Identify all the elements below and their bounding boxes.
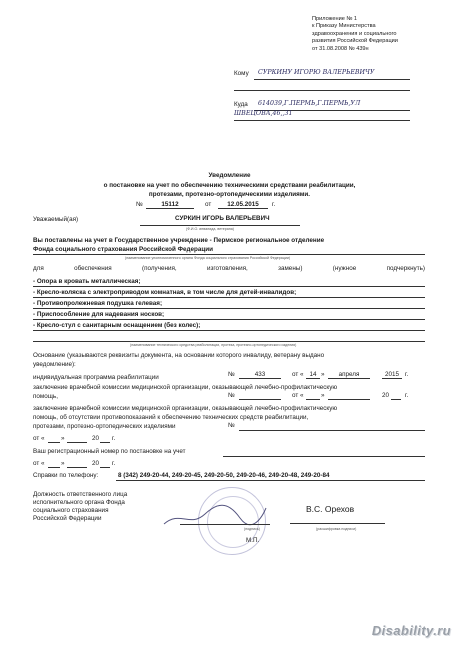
- handwritten-signature: [160, 500, 270, 530]
- signature-caption: (подпись): [244, 527, 260, 531]
- vk1-year: 20: [382, 392, 390, 399]
- phone-label: Справки по телефону:: [33, 472, 99, 479]
- vk2-year: 20: [92, 435, 100, 442]
- vk2-close: »: [61, 435, 65, 442]
- device-item: - Противопролежневая подушка гелевая;: [33, 300, 163, 307]
- ipr-day: 14: [306, 371, 320, 379]
- position-line: Должность ответственного лица: [33, 491, 128, 498]
- item-underline: [33, 330, 425, 331]
- item-underline: [33, 297, 425, 298]
- vk2-g: г.: [112, 435, 116, 442]
- device-item: - Кресло-стул с санитарным оснащением (без колес);: [33, 322, 201, 329]
- basis-intro-2: уведомление):: [33, 361, 76, 368]
- watermark-logo: Disability.ru: [371, 623, 451, 638]
- for-word: изготовления,: [206, 265, 248, 272]
- device-item: - Опора в кровать металлическая;: [33, 278, 141, 285]
- device-item: - Приспособление для надевания носков;: [33, 311, 165, 318]
- reg-g: г.: [112, 460, 116, 467]
- items-caption: (наименование технического средства реабилитации, протеза, протезно-ортопедического изделия): [130, 343, 297, 347]
- device-item: - Кресло-коляска с электроприводом комнатная, в том числе для детей-инвалидов;: [33, 289, 297, 296]
- recipient-underline: [140, 225, 300, 226]
- reg-day-field: [48, 460, 60, 468]
- year-suffix: г.: [272, 201, 276, 208]
- ipr-year: 2015: [382, 371, 402, 379]
- reg-number-underline: [223, 456, 425, 457]
- greeting-label: Уважаемый(ая): [33, 216, 79, 223]
- item-underline: [33, 319, 425, 320]
- where-label: Куда: [234, 101, 248, 108]
- for-word: (получения,: [142, 265, 177, 272]
- vk1-no-field: [239, 392, 281, 400]
- vk1-year-field: [391, 392, 401, 400]
- reg-number-label: Ваш регистрационный номер по постановке на учет: [33, 448, 186, 455]
- position-line: исполнительного органа Фонда: [33, 499, 125, 506]
- where-value-2: ШВЕЦОВА,46,,31: [234, 110, 293, 117]
- vk1-day-field: [306, 392, 320, 400]
- position-line: социального страхования: [33, 507, 109, 514]
- phone-underline: [116, 480, 425, 481]
- signature-underline: [180, 524, 270, 525]
- vk2-from: от «: [33, 435, 45, 442]
- date-label: от: [205, 201, 212, 208]
- reg-year-field: [100, 460, 110, 468]
- where-value-1: 614039,Г.ПЕРМЬ,Г.ПЕРМЬ,УЛ: [258, 100, 361, 107]
- to-underline-2: [234, 90, 410, 91]
- item-underline: [33, 286, 425, 287]
- signatory-name: В.С. Орехов: [306, 504, 355, 514]
- to-value: СУРКИНУ ИГОРЮ ВАЛЕРЬЕВИЧУ: [258, 69, 375, 76]
- ipr-no: 433: [239, 371, 281, 379]
- registration-line-1: Вы поставлены на учет в Государственное учреждение - Пермское региональное отделение: [33, 237, 325, 244]
- ipr-label: индивидуальная программа реабилитации: [33, 374, 159, 381]
- vk2-day-field: [48, 435, 60, 443]
- vk1-line-2: помощь,: [33, 393, 58, 400]
- vk1-no: №: [228, 392, 235, 399]
- vk2-year-field: [100, 435, 110, 443]
- registration-line-2: Фонда социального страхования Российской Федерации: [33, 246, 213, 253]
- appendix-line: от 31.08.2008 № 439н: [312, 45, 369, 52]
- ipr-month: апреля: [328, 371, 370, 379]
- vk1-g: г.: [405, 392, 409, 399]
- appendix-line: к Приказу Министерства: [312, 23, 376, 30]
- reg-from: от «: [33, 460, 45, 467]
- vk1-close: »: [321, 392, 325, 399]
- signatory-caption: (расшифровка подписи): [316, 527, 357, 531]
- reg-month-field: [67, 460, 87, 468]
- vk1-from: от «: [292, 392, 304, 399]
- recipient-name: СУРКИН ИГОРЬ ВАЛЕРЬЕВИЧ: [175, 215, 270, 222]
- vk1-month-field: [328, 392, 370, 400]
- ipr-g: г.: [405, 371, 409, 378]
- number-label: №: [136, 201, 143, 208]
- for-word: подчеркнуть): [386, 265, 425, 272]
- appendix-line: Приложение № 1: [312, 16, 358, 22]
- vk2-line-1: заключение врачебной комиссии медицинской организации, оказывающей лечебно-профилактическую: [33, 405, 338, 412]
- phone-value: 8 (342) 249-20-44, 249-20-45, 249-20-50, 249-20-46, 249-20-48, 249-20-84: [118, 472, 330, 479]
- for-word: (нужное: [332, 265, 357, 272]
- doc-subtitle-2: протезами, протезно-ортопедическими изделиями.: [148, 191, 311, 198]
- for-word: обеспечения: [74, 265, 112, 272]
- ipr-from: от «: [292, 371, 304, 378]
- item-underline: [33, 308, 425, 309]
- for-line: [33, 265, 425, 272]
- doc-subtitle-1: о постановке на учет по обеспечению техническими средствами реабилитации,: [103, 182, 356, 189]
- reg-year: 20: [92, 460, 100, 467]
- registration-caption: (наименование уполномоченного органа Фонда социального страхования Российской Федерации): [125, 256, 291, 260]
- to-label: Кому: [234, 70, 249, 77]
- vk1-line-1: заключение врачебной комиссии медицинской организации, оказывающей лечебно-профилактическую: [33, 384, 338, 391]
- registration-underline: [33, 254, 425, 255]
- signatory-underline: [290, 523, 385, 524]
- number-value: 15112: [146, 201, 194, 209]
- for-word: для: [33, 265, 44, 272]
- vk2-no: №: [228, 422, 235, 429]
- reg-close: »: [61, 460, 65, 467]
- vk2-month-field: [67, 435, 87, 443]
- for-word: замены): [278, 265, 303, 272]
- vk2-line-3: протезами, протезно-ортопедических изделиями: [33, 423, 176, 430]
- vk2-no-underline: [239, 430, 425, 431]
- item-underline: [33, 341, 425, 342]
- to-underline: [254, 79, 410, 80]
- basis-intro-1: Основание (указываются реквизиты документа, на основании которого инвалиду, ветерану выдано: [33, 352, 325, 359]
- where-underline-2: [234, 120, 410, 121]
- vk2-line-2: помощь, об отсутствии противопоказаний к обеспечению технических средств реабилитации,: [33, 414, 309, 421]
- appendix-block: [312, 16, 398, 53]
- recipient-caption: (Ф.И.О. инвалида, ветерана): [186, 227, 234, 231]
- appendix-line: здравоохранения и социального: [312, 30, 397, 37]
- appendix-line: развития Российской Федерации: [312, 38, 398, 45]
- ipr-close: »: [321, 371, 325, 378]
- stamp-place: М.П.: [246, 537, 260, 544]
- ipr-no-label: №: [228, 371, 235, 378]
- doc-title: Уведомление: [208, 172, 251, 179]
- position-line: Российской Федерации: [33, 515, 102, 522]
- date-value: 12.05.2015: [218, 201, 268, 209]
